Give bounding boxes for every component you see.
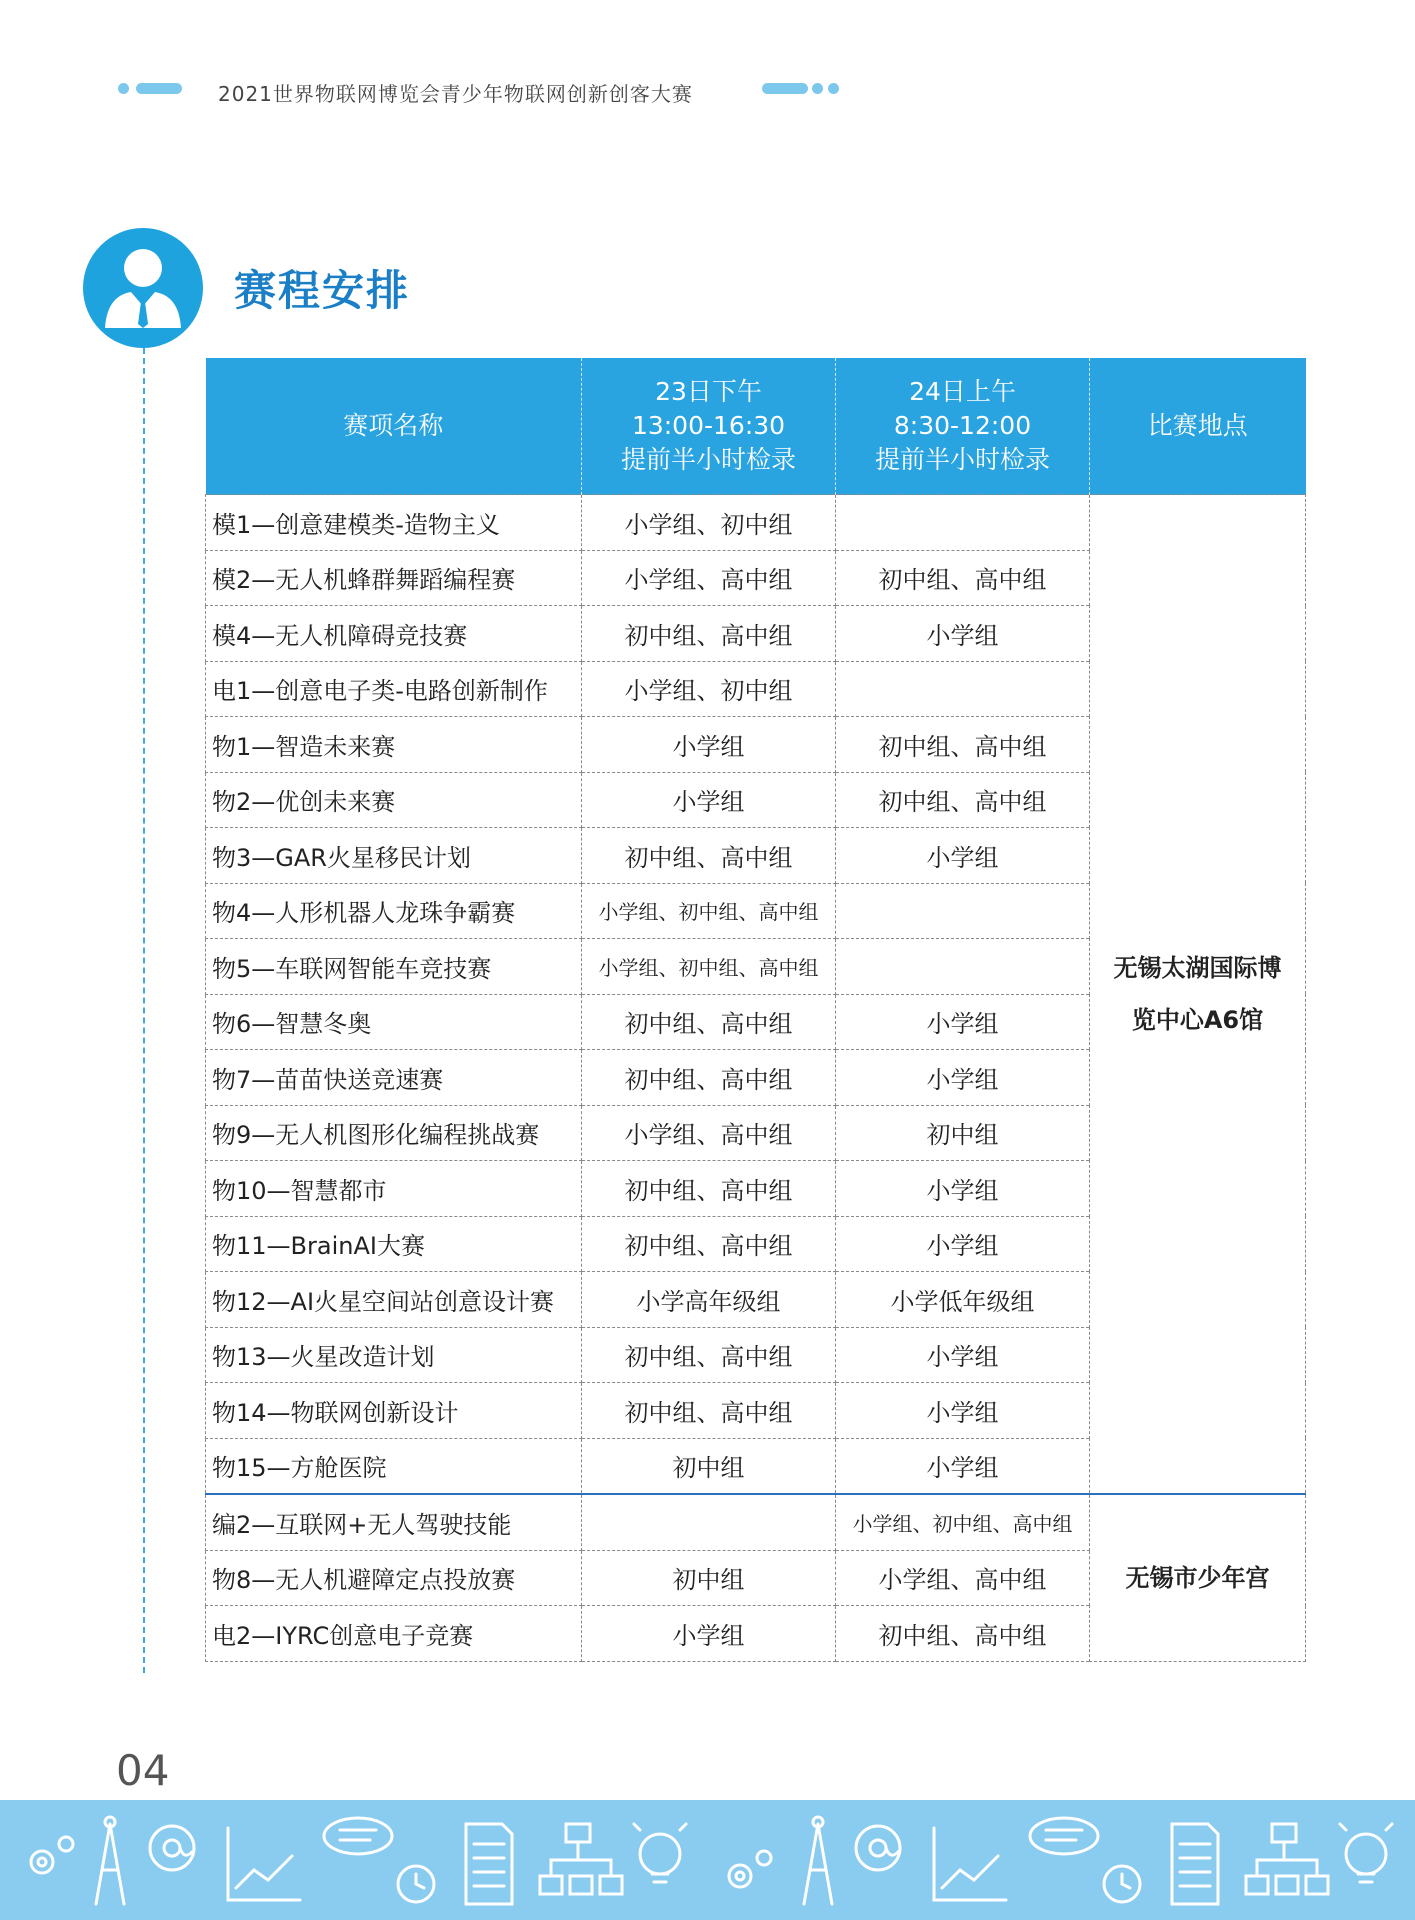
chat-icon-2 — [1030, 1818, 1098, 1854]
lightbulb-icon — [634, 1824, 686, 1882]
table-row — [206, 495, 1306, 551]
day24-cell: 小学组 — [836, 1216, 1090, 1272]
event-name-cell: 物15—方舱医院 — [206, 1438, 582, 1494]
day24-cell — [836, 883, 1090, 939]
day24-cell: 小学组 — [836, 1327, 1090, 1383]
day23-cell: 小学组 — [582, 1606, 836, 1662]
day24-cell: 小学组 — [836, 828, 1090, 884]
event-name-cell: 物12—AI火星空间站创意设计赛 — [206, 1272, 582, 1328]
event-name-cell: 电2—IYRC创意电子竞赛 — [206, 1606, 582, 1662]
day23-cell: 小学高年级组 — [582, 1272, 836, 1328]
event-name-cell: 模1—创意建模类-造物主义 — [206, 495, 582, 551]
venue-cell: 无锡太湖国际博览中心A6馆 — [1090, 495, 1306, 1495]
day23-cell: 初中组、高中组 — [582, 1050, 836, 1106]
event-name-cell: 物13—火星改造计划 — [206, 1327, 582, 1383]
day23-cell: 初中组、高中组 — [582, 1383, 836, 1439]
event-name-cell: 模4—无人机障碍竞技赛 — [206, 606, 582, 662]
gear-icon-2 — [729, 1851, 771, 1887]
day24-cell: 小学组 — [836, 1438, 1090, 1494]
chat-icon — [324, 1818, 392, 1854]
day24-cell: 小学组 — [836, 1050, 1090, 1106]
flowchart-icon-2 — [1246, 1824, 1328, 1894]
day23-cell: 小学组、初中组、高中组 — [582, 939, 836, 995]
at-sign-icon-2 — [856, 1826, 900, 1870]
day23-cell: 小学组 — [582, 717, 836, 773]
event-name-cell: 物7—苗苗快送竞速赛 — [206, 1050, 582, 1106]
compass-icon — [96, 1817, 124, 1904]
day24-cell: 小学组 — [836, 606, 1090, 662]
day23-cell: 小学组、初中组、高中组 — [582, 883, 836, 939]
day24-cell: 小学组 — [836, 1161, 1090, 1217]
gear-icon — [31, 1837, 73, 1873]
day23-cell: 初中组、高中组 — [582, 1161, 836, 1217]
day23-cell: 小学组、初中组 — [582, 495, 836, 551]
table-header-row — [206, 358, 1306, 495]
header-dot-left — [118, 83, 129, 94]
day24-cell: 小学低年级组 — [836, 1272, 1090, 1328]
compass-icon-2 — [804, 1817, 832, 1904]
section-title: 赛程安排 — [234, 266, 411, 315]
day23-cell: 初中组、高中组 — [582, 994, 836, 1050]
event-name-cell: 编2—互联网+无人驾驶技能 — [206, 1494, 582, 1550]
day24-cell: 小学组 — [836, 994, 1090, 1050]
event-name-cell: 物1—智造未来赛 — [206, 717, 582, 773]
venue-cell: 无锡市少年宫 — [1090, 1494, 1306, 1661]
day23-cell — [582, 1494, 836, 1550]
header-title: 2021世界物联网博览会青少年物联网创新创客大赛 — [218, 82, 693, 106]
day24-cell: 初中组、高中组 — [836, 1606, 1090, 1662]
chart-icon — [228, 1828, 300, 1900]
day24-cell: 初中组 — [836, 1105, 1090, 1161]
schedule-table — [205, 358, 1306, 1662]
at-sign-icon — [150, 1826, 194, 1870]
day24-cell: 小学组、高中组 — [836, 1550, 1090, 1606]
event-name-cell: 电1—创意电子类-电路创新制作 — [206, 661, 582, 717]
day24-cell — [836, 661, 1090, 717]
header-pill-right — [762, 83, 808, 94]
document-icon — [466, 1824, 512, 1904]
header-dot-right-1 — [812, 83, 823, 94]
table-row — [206, 1494, 1306, 1550]
chart-icon-2 — [934, 1828, 1006, 1900]
day24-cell — [836, 939, 1090, 995]
event-name-cell: 物2—优创未来赛 — [206, 772, 582, 828]
day23-cell: 小学组 — [582, 772, 836, 828]
header-day24: 24日上午 8:30-12:00 提前半小时检录 — [836, 358, 1090, 495]
event-name-cell: 物4—人形机器人龙珠争霸赛 — [206, 883, 582, 939]
event-name-cell: 物8—无人机避障定点投放赛 — [206, 1550, 582, 1606]
day24-cell: 初中组、高中组 — [836, 550, 1090, 606]
header-dot-right-2 — [828, 83, 839, 94]
page-number: 04 — [116, 1746, 170, 1795]
timeline-divider — [143, 348, 145, 1673]
day23-cell: 初中组 — [582, 1550, 836, 1606]
footer-band — [0, 1800, 1415, 1920]
document-icon-2 — [1172, 1824, 1218, 1904]
day23-cell: 初中组、高中组 — [582, 828, 836, 884]
event-name-cell: 模2—无人机蜂群舞蹈编程赛 — [206, 550, 582, 606]
day23-cell: 小学组、高中组 — [582, 1105, 836, 1161]
header-event-name: 赛项名称 — [206, 358, 582, 495]
header-venue: 比赛地点 — [1090, 358, 1306, 495]
event-name-cell: 物3—GAR火星移民计划 — [206, 828, 582, 884]
event-name-cell: 物9—无人机图形化编程挑战赛 — [206, 1105, 582, 1161]
day24-cell: 初中组、高中组 — [836, 717, 1090, 773]
header-pill-left — [136, 83, 182, 94]
day23-cell: 初中组、高中组 — [582, 1327, 836, 1383]
header-day23: 23日下午 13:00-16:30 提前半小时检录 — [582, 358, 836, 495]
event-name-cell: 物10—智慧都市 — [206, 1161, 582, 1217]
day24-cell — [836, 495, 1090, 551]
day23-cell: 小学组、高中组 — [582, 550, 836, 606]
day24-cell: 小学组、初中组、高中组 — [836, 1494, 1090, 1550]
day23-cell: 初中组 — [582, 1438, 836, 1494]
clock-icon-2 — [1104, 1866, 1140, 1902]
day24-cell: 初中组、高中组 — [836, 772, 1090, 828]
day24-cell: 小学组 — [836, 1383, 1090, 1439]
clock-icon — [398, 1866, 434, 1902]
event-name-cell: 物5—车联网智能车竞技赛 — [206, 939, 582, 995]
schedule-body — [206, 495, 1306, 1662]
day23-cell: 初中组、高中组 — [582, 606, 836, 662]
event-name-cell: 物14—物联网创新设计 — [206, 1383, 582, 1439]
flowchart-icon — [540, 1824, 622, 1894]
person-icon — [83, 228, 203, 348]
day23-cell: 初中组、高中组 — [582, 1216, 836, 1272]
event-name-cell: 物11—BrainAI大赛 — [206, 1216, 582, 1272]
page-header — [0, 78, 1415, 106]
event-name-cell: 物6—智慧冬奥 — [206, 994, 582, 1050]
day23-cell: 小学组、初中组 — [582, 661, 836, 717]
lightbulb-icon-2 — [1340, 1824, 1392, 1882]
